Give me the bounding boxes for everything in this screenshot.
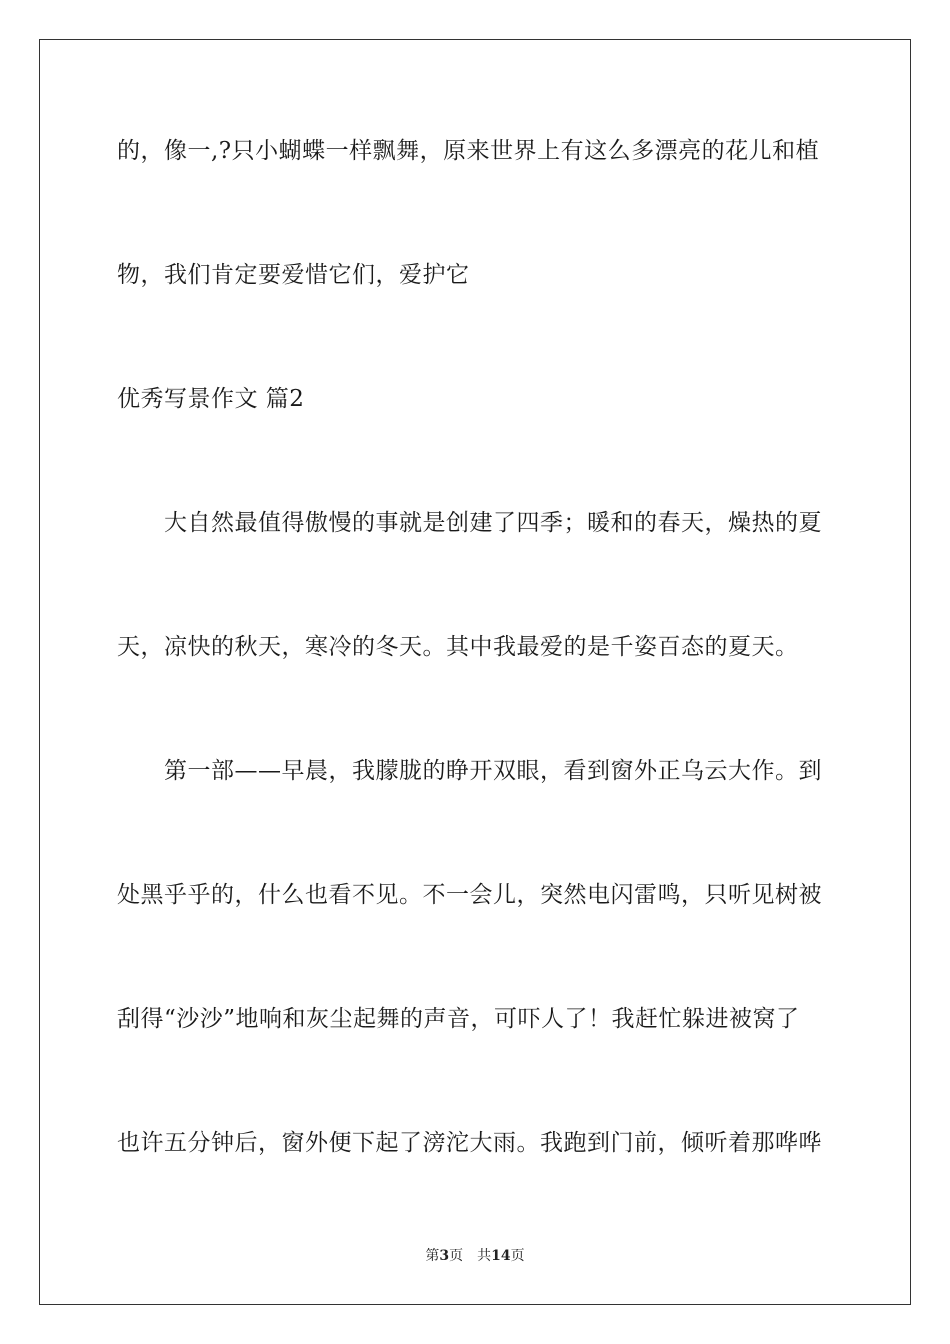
footer-total-suffix: 页 [510, 1248, 525, 1264]
body-line-4: 天，凉快的秋天，寒冷的冬天。其中我最爱的是千姿百态的夏天。 [117, 634, 799, 660]
body-line-6: 处黑乎乎的，什么也看不见。不一会儿，突然电闪雷鸣，只听见树被 [117, 882, 822, 908]
footer-total-pages: 14 [491, 1248, 511, 1264]
body-line-8: 也许五分钟后，窗外便下起了滂沱大雨。我跑到门前，倾听着那哗哗 [117, 1130, 822, 1156]
section-heading: 优秀写景作文 篇2 [117, 386, 305, 412]
page-border [39, 39, 911, 1305]
footer-total-prefix: 共 [477, 1248, 492, 1264]
footer-page-suffix: 页 [449, 1248, 464, 1264]
footer-page-prefix: 第 [425, 1248, 440, 1264]
body-line-5: 第一部——早晨，我朦胧的睁开双眼，看到窗外正乌云大作。到 [164, 758, 822, 784]
page-footer [0, 1247, 950, 1265]
body-line-1: 的，像一,?只小蝴蝶一样飘舞，原来世界上有这么多漂亮的花儿和植 [117, 138, 820, 164]
body-line-2: 物，我们肯定要爱惜它们，爱护它 [117, 262, 470, 288]
body-line-3: 大自然最值得傲慢的事就是创建了四季；暖和的春天，燥热的夏 [164, 510, 822, 536]
body-line-7: 刮得“沙沙”地响和灰尘起舞的声音，可吓人了！我赶忙躲进被窝了 [117, 1006, 800, 1032]
footer-current-page: 3 [439, 1248, 450, 1264]
